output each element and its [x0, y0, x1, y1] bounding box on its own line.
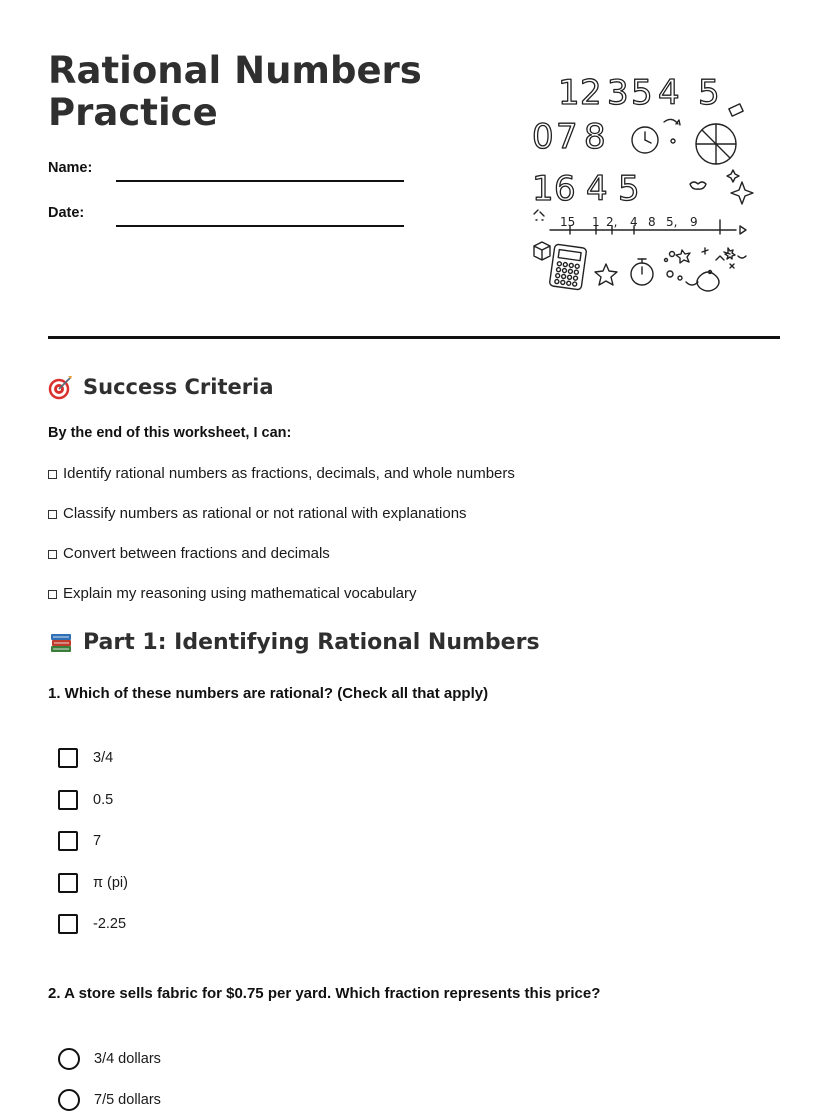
question-1-prompt: 1. Which of these numbers are rational? (Check all that apply) — [48, 685, 489, 702]
svg-text:4: 4 — [658, 73, 680, 113]
svg-text:8: 8 — [648, 215, 656, 229]
svg-text:3: 3 — [607, 73, 629, 113]
target-icon — [48, 374, 74, 400]
q1-option-label: -2.25 — [93, 916, 127, 932]
date-input-line[interactable] — [116, 225, 404, 227]
criteria-checkbox[interactable] — [48, 510, 57, 519]
svg-text:2,: 2, — [606, 215, 618, 229]
svg-text:15: 15 — [560, 215, 576, 229]
worksheet-page — [48, 0, 780, 1108]
books-icon — [48, 629, 74, 655]
success-criteria-title: Success Criteria — [83, 375, 274, 399]
q1-option[interactable] — [58, 914, 126, 934]
worksheet-header — [48, 0, 780, 340]
svg-text:4: 4 — [630, 215, 638, 229]
date-label: Date: — [48, 205, 85, 221]
q2-option[interactable] — [58, 1048, 161, 1070]
criteria-item[interactable] — [48, 465, 515, 482]
name-field-row — [48, 158, 408, 182]
svg-text:0: 0 — [532, 117, 554, 157]
svg-text:4: 4 — [586, 169, 608, 209]
svg-text:1: 1 — [532, 169, 554, 209]
date-field-row — [48, 203, 408, 227]
criteria-item[interactable] — [48, 505, 467, 522]
svg-text:8: 8 — [584, 117, 606, 157]
q1-option-label: 3/4 — [93, 750, 114, 766]
svg-text:2: 2 — [580, 73, 602, 113]
q1-option-label: 0.5 — [93, 792, 114, 808]
svg-text:5: 5 — [631, 73, 653, 113]
part1-heading — [48, 629, 540, 655]
header-divider — [48, 336, 780, 339]
part1-title: Part 1: Identifying Rational Numbers — [83, 629, 540, 655]
q1-checkbox[interactable] — [58, 914, 78, 934]
q1-checkbox[interactable] — [58, 748, 78, 768]
q1-checkbox[interactable] — [58, 873, 78, 893]
name-label: Name: — [48, 160, 93, 176]
q2-option[interactable] — [58, 1089, 161, 1111]
criteria-checkbox[interactable] — [48, 470, 57, 479]
math-doodle-illustration — [530, 64, 760, 298]
criteria-checkbox[interactable] — [48, 590, 57, 599]
criteria-text: Convert between fractions and decimals — [63, 545, 330, 562]
q1-option[interactable] — [58, 831, 101, 851]
q2-radio[interactable] — [58, 1089, 80, 1111]
question-2-prompt: 2. A store sells fabric for $0.75 per yard. Which fraction represents this price? — [48, 985, 601, 1002]
q1-option[interactable] — [58, 748, 113, 768]
criteria-item[interactable] — [48, 585, 417, 602]
svg-text:5,: 5, — [666, 215, 678, 229]
svg-text:5: 5 — [698, 73, 720, 113]
svg-text:5: 5 — [618, 169, 640, 209]
criteria-checkbox[interactable] — [48, 550, 57, 559]
success-criteria-heading — [48, 374, 274, 400]
svg-text:1: 1 — [592, 215, 600, 229]
q2-option-label: 7/5 dollars — [94, 1092, 161, 1108]
criteria-text: Explain my reasoning using mathematical vocabulary — [63, 585, 417, 602]
svg-text:6: 6 — [554, 169, 576, 209]
q1-option-label: 7 — [93, 833, 102, 849]
svg-text:1: 1 — [558, 73, 580, 113]
name-input-line[interactable] — [116, 180, 404, 182]
q2-option-label: 3/4 dollars — [94, 1051, 161, 1067]
q1-option[interactable] — [58, 790, 113, 810]
q1-option[interactable] — [58, 873, 128, 893]
page-title: Rational Numbers Practice — [48, 49, 422, 134]
criteria-text: Identify rational numbers as fractions, decimals, and whole numbers — [63, 465, 515, 482]
q1-option-label: π (pi) — [93, 875, 128, 891]
svg-text:7: 7 — [556, 117, 578, 157]
criteria-intro: By the end of this worksheet, I can: — [48, 425, 292, 441]
criteria-text: Classify numbers as rational or not rational with explanations — [63, 505, 467, 522]
svg-text:9: 9 — [690, 215, 698, 229]
q1-checkbox[interactable] — [58, 790, 78, 810]
q1-checkbox[interactable] — [58, 831, 78, 851]
criteria-item[interactable] — [48, 545, 330, 562]
q2-radio[interactable] — [58, 1048, 80, 1070]
